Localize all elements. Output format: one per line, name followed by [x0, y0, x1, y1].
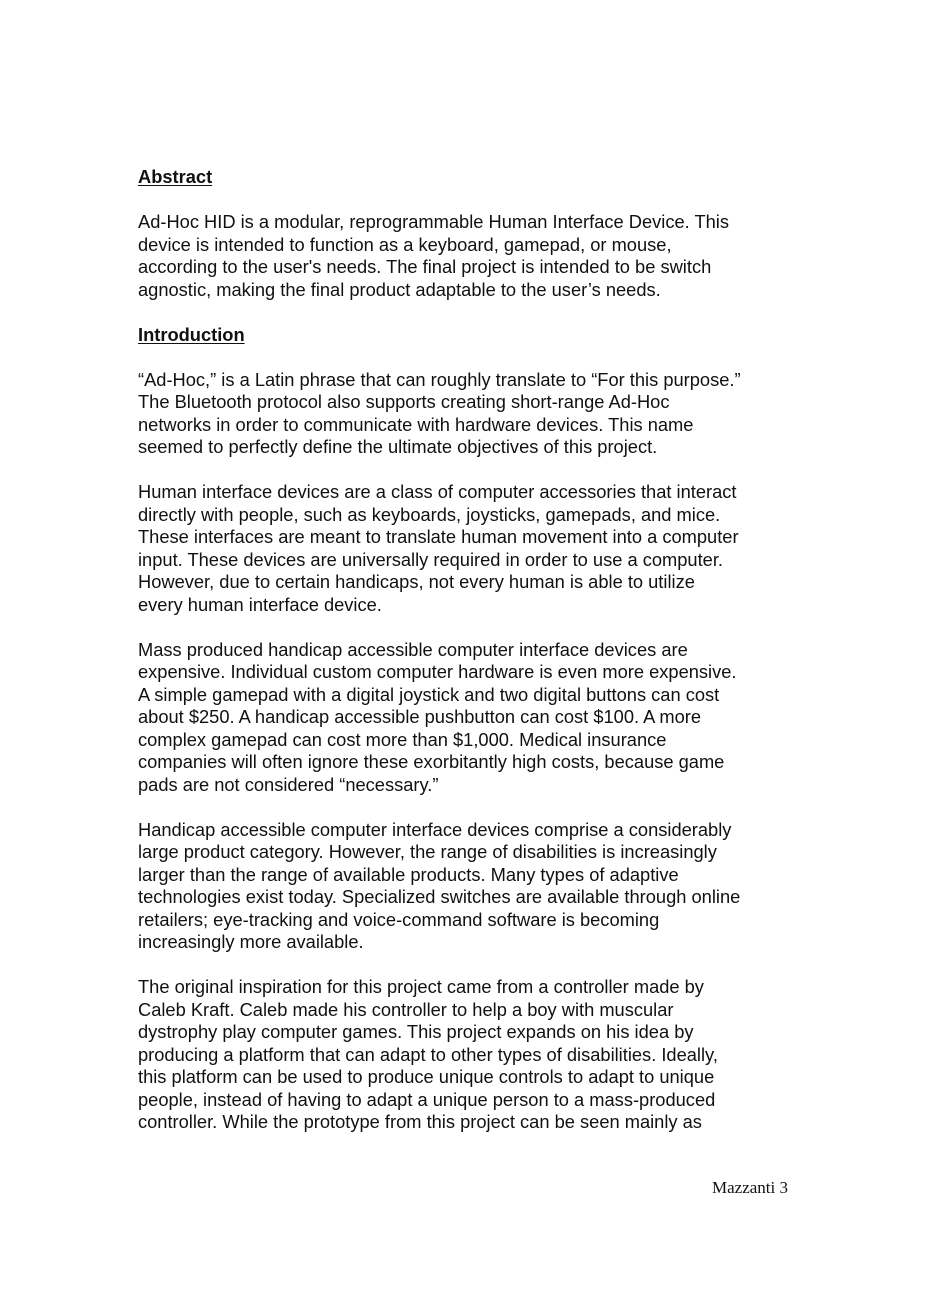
- text-line: technologies exist today. Specialized switches are available through online: [138, 886, 741, 907]
- text-line: retailers; eye-tracking and voice-command software is becoming: [138, 908, 660, 930]
- text-line: agnostic, making the final product adaptable to the user’s needs.: [138, 278, 661, 300]
- text-line: Caleb Kraft. Caleb made his controller to help a boy with muscular: [138, 998, 674, 1020]
- text-line: pads are not considered “necessary.”: [138, 773, 439, 795]
- text-line: expensive. Individual custom computer hardware is even more expensive.: [138, 661, 737, 682]
- text-line: complex gamepad can cost more than $1,000. Medical insurance: [138, 728, 667, 750]
- text-line: people, instead of having to adapt a unique person to a mass-produced: [138, 1088, 716, 1110]
- introduction-paragraph-2: [138, 481, 798, 616]
- text-line: increasingly more available.: [138, 931, 364, 952]
- text-line: seemed to perfectly define the ultimate objectives of this project.: [138, 436, 658, 457]
- abstract-paragraph: [138, 211, 798, 301]
- text-line: Ad-Hoc HID is a modular, reprogrammable Human Interface Device. This: [138, 211, 729, 232]
- introduction-paragraph-1: [138, 369, 798, 459]
- introduction-paragraph-4: [138, 819, 798, 954]
- text-line: about $250. A handicap accessible pushbutton can cost $100. A more: [138, 706, 702, 727]
- text-line: producing a platform that can adapt to other types of disabilities. Ideally,: [138, 1043, 718, 1065]
- text-line: The original inspiration for this project came from a controller made by: [138, 976, 704, 997]
- text-line: Human interface devices are a class of computer accessories that interact: [138, 481, 737, 502]
- text-line: The Bluetooth protocol also supports creating short-range Ad-Hoc: [138, 391, 670, 412]
- text-line: However, due to certain handicaps, not every human is able to utilize: [138, 571, 695, 592]
- abstract-heading: Abstract: [138, 166, 213, 187]
- text-line: Mass produced handicap accessible computer interface devices are: [138, 638, 688, 660]
- text-line: “Ad-Hoc,” is a Latin phrase that can roughly translate to “For this purpose.”: [138, 368, 741, 390]
- text-line: device is intended to function as a keyboard, gamepad, or mouse,: [138, 233, 672, 255]
- introduction-paragraph-5: [138, 976, 798, 1134]
- text-line: this platform can be used to produce unique controls to adapt to unique: [138, 1066, 715, 1087]
- text-line: controller. While the prototype from this project can be seen mainly as: [138, 1111, 702, 1132]
- text-line: directly with people, such as keyboards, joysticks, gamepads, and mice.: [138, 503, 721, 525]
- document-body: [138, 166, 798, 1156]
- text-line: large product category. However, the range of disabilities is increasingly: [138, 841, 717, 862]
- introduction-paragraph-3: [138, 639, 798, 797]
- text-line: every human interface device.: [138, 593, 382, 615]
- text-line: according to the user's needs. The final project is intended to be switch: [138, 256, 712, 277]
- text-line: networks in order to communicate with hardware devices. This name: [138, 413, 694, 435]
- text-line: larger than the range of available products. Many types of adaptive: [138, 863, 679, 885]
- text-line: companies will often ignore these exorbitantly high costs, because game: [138, 751, 725, 772]
- page-footer-label: Mazzanti 3: [712, 1178, 788, 1197]
- text-line: A simple gamepad with a digital joystick and two digital buttons can cost: [138, 683, 720, 705]
- text-line: These interfaces are meant to translate human movement into a computer: [138, 526, 739, 547]
- text-line: dystrophy play computer games. This project expands on his idea by: [138, 1021, 694, 1042]
- text-line: Handicap accessible computer interface devices comprise a considerably: [138, 818, 732, 840]
- introduction-heading: Introduction: [138, 323, 245, 345]
- text-line: input. These devices are universally required in order to use a computer.: [138, 548, 723, 570]
